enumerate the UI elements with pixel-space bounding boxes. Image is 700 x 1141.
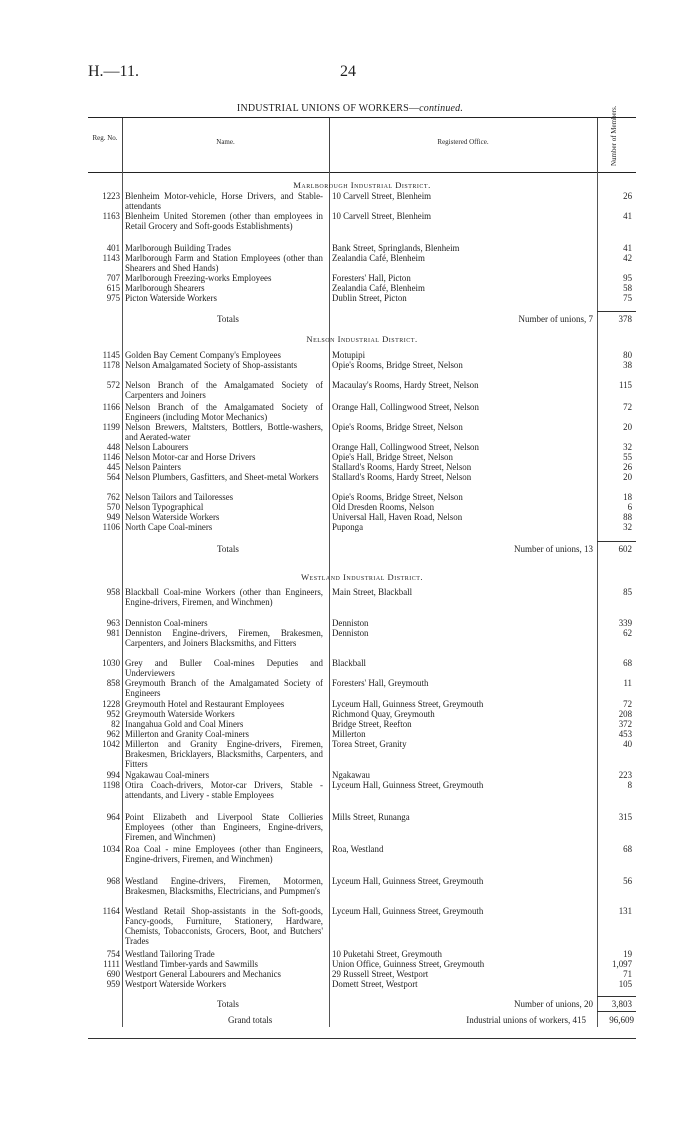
member-count: 223 [618, 770, 632, 780]
table-row [88, 959, 636, 969]
reg-number: 445 [106, 462, 120, 472]
registered-office: 10 Carvell Street, Blenheim [332, 211, 432, 221]
member-count: 55 [623, 452, 632, 462]
reg-number: 949 [106, 512, 120, 522]
union-name: Nelson Typographical [125, 502, 204, 512]
member-count: 20 [623, 422, 632, 432]
table-caption: INDUSTRIAL UNIONS OF WORKERS—continued. [236, 103, 464, 114]
union-name: Westland Tailoring Trade [125, 949, 215, 959]
reg-number: 959 [106, 979, 120, 989]
union-name: Marlborough Shearers [125, 283, 205, 293]
table-row [88, 729, 636, 739]
member-count: 1,097 [612, 959, 632, 969]
registered-office: Domett Street, Westport [332, 979, 418, 989]
reg-number: 994 [106, 770, 120, 780]
reg-number: 1228 [102, 699, 120, 709]
table-row [88, 709, 636, 719]
registered-office: 10 Puketahi Street, Greymouth [332, 949, 442, 959]
union-name: Blenheim United Storemen (other than employees in Retail Grocery and Soft-goods Establishments) [125, 211, 323, 231]
registered-office: Foresters' Hall, Picton [332, 273, 411, 283]
reg-number: 707 [106, 273, 120, 283]
union-name: Westland Engine-drivers, Firemen, Motormen, Brakesmen, Blacksmiths, Electricians, and Pumpmen's [125, 876, 323, 896]
registered-office: Union Office, Guinness Street, Greymouth [332, 959, 485, 969]
totals-union-count: Number of unions, 20 [514, 999, 593, 1009]
table-row [88, 360, 636, 380]
member-count: 71 [623, 969, 632, 979]
reg-number: 1042 [102, 739, 120, 749]
union-name: Nelson Motor-car and Horse Drivers [125, 452, 256, 462]
table-row [88, 770, 636, 780]
table-row [88, 739, 636, 769]
registered-office: Millerton [332, 729, 366, 739]
registered-office: Mills Street, Runanga [332, 812, 410, 822]
reg-number: 1164 [102, 906, 120, 916]
registered-office: Puponga [332, 522, 364, 532]
reg-number: 1145 [102, 350, 120, 360]
grand-totals-label: Grand totals [228, 1015, 273, 1025]
member-count: 72 [623, 699, 632, 709]
col-office-header: Registered Office. [437, 138, 489, 146]
member-count: 11 [623, 678, 632, 688]
table-row [88, 211, 636, 241]
registered-office: Zealandia Café, Blenheim [332, 283, 425, 293]
union-name: Greymouth Hotel and Restaurant Employees [125, 699, 285, 709]
member-count: 18 [623, 492, 632, 502]
union-name: North Cape Coal-miners [125, 522, 213, 532]
table-row [88, 969, 636, 979]
table-row [88, 699, 636, 709]
registered-office: Denniston [332, 618, 369, 628]
totals-members: 602 [618, 544, 632, 554]
member-count: 41 [623, 211, 632, 221]
reg-number: 963 [106, 618, 120, 628]
member-count: 26 [623, 191, 632, 201]
reg-number: 1030 [102, 658, 120, 668]
table-row [88, 380, 636, 400]
member-count: 453 [618, 729, 632, 739]
union-name: Greymouth Branch of the Amalgamated Society of Engineers [125, 678, 323, 698]
reg-number: 981 [106, 628, 120, 638]
table-row [88, 512, 636, 522]
table-row [88, 191, 636, 211]
reg-number: 1111 [103, 959, 120, 969]
registered-office: Lyceum Hall, Guinness Street, Greymouth [332, 699, 484, 709]
totals-rule [597, 311, 636, 312]
union-name: Westport Waterside Workers [125, 979, 227, 989]
section-title-marlborough: Marlborough Industrial District. [293, 180, 431, 190]
member-count: 8 [627, 780, 632, 790]
registered-office: Opie's Rooms, Bridge Street, Nelson [332, 492, 463, 502]
col-reg-header: Reg. No. [92, 134, 118, 142]
member-count: 38 [623, 360, 632, 370]
reg-number: 1178 [102, 360, 120, 370]
reg-number: 1163 [102, 211, 120, 221]
registered-office: Zealandia Café, Blenheim [332, 253, 425, 263]
member-count: 40 [623, 739, 632, 749]
reg-number: 858 [106, 678, 120, 688]
registered-office: Orange Hall, Collingwood Street, Nelson [332, 442, 479, 452]
reg-number: 754 [106, 949, 120, 959]
totals-label: Totals [217, 999, 239, 1009]
table-row [88, 273, 636, 283]
totals-label: Totals [217, 544, 239, 554]
registered-office: Torea Street, Granity [332, 739, 407, 749]
page-identifier: H.—11. [88, 63, 139, 80]
registered-office: Stallard's Rooms, Hardy Street, Nelson [332, 462, 472, 472]
table-row [88, 422, 636, 442]
reg-number: 762 [106, 492, 120, 502]
totals-union-count: Number of unions, 7 [518, 314, 593, 324]
reg-number: 1223 [102, 191, 120, 201]
member-count: 20 [623, 472, 632, 482]
union-name: Westport General Labourers and Mechanics [125, 969, 282, 979]
table-row [88, 402, 636, 422]
totals-members: 3,803 [611, 999, 632, 1009]
table-row [88, 492, 636, 502]
reg-number: 1146 [102, 452, 120, 462]
registered-office: Roa, Westland [332, 844, 384, 854]
registered-office: 29 Russell Street, Westport [332, 969, 429, 979]
grand-totals-unions: Industrial unions of workers, 415 [466, 1015, 586, 1025]
member-count: 85 [623, 587, 632, 597]
member-count: 208 [618, 709, 632, 719]
member-count: 315 [618, 812, 632, 822]
registered-office: Macaulay's Rooms, Hardy Street, Nelson [332, 380, 479, 390]
table-row [88, 844, 636, 874]
table-row [88, 906, 636, 946]
reg-number: 1199 [102, 422, 120, 432]
member-count: 26 [623, 462, 632, 472]
table-row [88, 678, 636, 698]
member-count: 58 [623, 283, 632, 293]
union-name: Picton Waterside Workers [125, 293, 217, 303]
union-name: Point Elizabeth and Liverpool State Collieries Employees (other than Engineers, Engine-drivers, Firemen, and Winchmen) [125, 812, 323, 842]
reg-number: 1143 [102, 253, 120, 263]
union-name: Blackball Coal-mine Workers (other than Engineers, Engine-drivers, Firemen, and Winchmen) [125, 587, 323, 607]
registered-office: Lyceum Hall, Guinness Street, Greymouth [332, 876, 484, 886]
member-count: 6 [627, 502, 632, 512]
registered-office: Opie's Hall, Bridge Street, Nelson [332, 452, 453, 462]
union-name: Marlborough Freezing-works Employees [125, 273, 272, 283]
member-count: 339 [618, 618, 632, 628]
member-count: 56 [623, 876, 632, 886]
reg-number: 82 [111, 719, 120, 729]
member-count: 32 [623, 522, 632, 532]
totals-rule [597, 541, 636, 542]
union-name: Inangahua Gold and Coal Miners [125, 719, 244, 729]
table-body [88, 172, 636, 1027]
registered-office: Denniston [332, 628, 369, 638]
totals-union-count: Number of unions, 13 [514, 544, 593, 554]
union-name: Westland Retail Shop-assistants in the Soft-goods, Fancy-goods, Furniture, Stationery, Hardware, Chemists, Tobacconists, Grocers, Boot, and Butchers' Trades [125, 906, 323, 946]
member-count: 115 [619, 380, 632, 390]
union-name: Greymouth Waterside Workers [125, 709, 235, 719]
table-row [88, 876, 636, 906]
reg-number: 690 [106, 969, 120, 979]
table-row [88, 587, 636, 617]
union-name: Denniston Coal-miners [125, 618, 208, 628]
reg-number: 964 [106, 812, 120, 822]
section-title-nelson: Nelson Industrial District. [306, 334, 418, 344]
registered-office: Universal Hall, Haven Road, Nelson [332, 512, 463, 522]
union-name: Nelson Branch of the Amalgamated Society of Engineers (including Motor Mechanics) [125, 402, 323, 422]
union-name: Denniston Engine-drivers, Firemen, Brakesmen, Carpenters, and Joiners Blacksmiths, and Fitters [125, 628, 323, 648]
reg-number: 1106 [102, 522, 120, 532]
union-name: Nelson Amalgamated Society of Shop-assistants [125, 360, 298, 370]
reg-number: 962 [106, 729, 120, 739]
union-name: Nelson Brewers, Maltsters, Bottlers, Bottle-washers, and Aerated-water [125, 422, 323, 442]
member-count: 72 [623, 402, 632, 412]
member-count: 62 [623, 628, 632, 638]
union-name: Nelson Plumbers, Gasfitters, and Sheet-metal Workers [125, 472, 319, 482]
grand-totals-members: 96,609 [609, 1015, 634, 1025]
member-count: 68 [623, 844, 632, 854]
union-name: Ngakawau Coal-miners [125, 770, 210, 780]
reg-number: 975 [106, 293, 120, 303]
table-row [88, 522, 636, 532]
table-row [88, 452, 636, 462]
registered-office: Bank Street, Springlands, Blenheim [332, 243, 460, 253]
member-count: 88 [623, 512, 632, 522]
reg-number: 401 [106, 243, 120, 253]
totals-rule [597, 996, 636, 997]
union-name: Nelson Labourers [125, 442, 189, 452]
table-row [88, 719, 636, 729]
registered-office: Opie's Rooms, Bridge Street, Nelson [332, 360, 463, 370]
member-count: 80 [623, 350, 632, 360]
reg-number: 572 [106, 380, 120, 390]
reg-number: 1198 [102, 780, 120, 790]
col-members-header: Number of Members. [610, 105, 618, 166]
table-row [88, 442, 636, 452]
union-name: Grey and Buller Coal-mines Deputies and Underviewers [125, 658, 323, 678]
reg-number: 615 [106, 283, 120, 293]
table-row [88, 658, 636, 678]
table-row [88, 462, 636, 472]
union-name: Roa Coal - mine Employees (other than Engineers, Engine-drivers, Firemen, and Winchmen) [125, 844, 323, 864]
member-count: 75 [623, 293, 632, 303]
reg-number: 952 [106, 709, 120, 719]
reg-number: 968 [106, 876, 120, 886]
reg-number: 564 [106, 472, 120, 482]
reg-number: 958 [106, 587, 120, 597]
table-row [88, 472, 636, 492]
registered-office: Stallard's Rooms, Hardy Street, Nelson [332, 472, 472, 482]
registered-office: Motupipi [332, 350, 366, 360]
member-count: 131 [618, 906, 632, 916]
registered-office: Orange Hall, Collingwood Street, Nelson [332, 402, 479, 412]
table-row [88, 243, 636, 253]
union-name: Otira Coach-drivers, Motor-car Drivers, Stable - attendants, and Livery - stable Employees [125, 780, 323, 800]
table-row [88, 350, 636, 360]
member-count: 41 [623, 243, 632, 253]
union-name: Blenheim Motor-vehicle, Horse Drivers, and Stable-attendants [125, 191, 323, 211]
member-count: 372 [618, 719, 632, 729]
table-row [88, 812, 636, 842]
registered-office: Opie's Rooms, Bridge Street, Nelson [332, 422, 463, 432]
registered-office: 10 Carvell Street, Blenheim [332, 191, 432, 201]
grand-totals-rule [597, 1011, 636, 1012]
table-row [88, 293, 636, 303]
registered-office: Richmond Quay, Greymouth [332, 709, 435, 719]
table-row [88, 618, 636, 628]
totals-label: Totals [217, 314, 239, 324]
reg-number: 570 [106, 502, 120, 512]
union-name: Millerton and Granity Coal-miners [125, 729, 249, 739]
member-count: 105 [618, 979, 632, 989]
union-name: Nelson Branch of the Amalgamated Society of Carpenters and Joiners [125, 380, 323, 400]
member-count: 95 [623, 273, 632, 283]
union-name: Marlborough Building Trades [125, 243, 232, 253]
member-count: 32 [623, 442, 632, 452]
table-row [88, 949, 636, 959]
registered-office: Foresters' Hall, Greymouth [332, 678, 429, 688]
totals-members: 378 [618, 314, 632, 324]
table-row [88, 502, 636, 512]
section-title-westland: Westland Industrial District. [300, 572, 424, 582]
union-name: Millerton and Granity Engine-drivers, Firemen, Brakesmen, Bricklayers, Blacksmiths, Carpenters, and Fitters [125, 739, 323, 769]
union-name: Westland Timber-yards and Sawmills [125, 959, 258, 969]
table-row [88, 780, 636, 810]
union-name: Marlborough Farm and Station Employees (other than Shearers and Shed Hands) [125, 253, 323, 273]
union-name: Nelson Waterside Workers [125, 512, 220, 522]
registered-office: Lyceum Hall, Guinness Street, Greymouth [332, 906, 484, 916]
table-bottom-rule [88, 1038, 636, 1039]
reg-number: 448 [106, 442, 120, 452]
registered-office: Dublin Street, Picton [332, 293, 407, 303]
registered-office: Blackball [332, 658, 367, 668]
table-row [88, 253, 636, 273]
registered-office: Lyceum Hall, Guinness Street, Greymouth [332, 780, 484, 790]
registered-office: Main Street, Blackball [332, 587, 413, 597]
table-row [88, 628, 636, 658]
registered-office: Ngakawau [332, 770, 370, 780]
reg-number: 1166 [102, 402, 120, 412]
union-name: Nelson Tailors and Tailoresses [125, 492, 234, 502]
union-name: Nelson Painters [125, 462, 181, 472]
col-name-header: Name. [216, 138, 235, 146]
table-row [88, 979, 636, 989]
member-count: 19 [623, 949, 632, 959]
reg-number: 1034 [102, 844, 120, 854]
member-count: 42 [623, 253, 632, 263]
page-number: 24 [340, 63, 356, 80]
table-row [88, 283, 636, 293]
registered-office: Old Dresden Rooms, Nelson [332, 502, 435, 512]
member-count: 68 [623, 658, 632, 668]
registered-office: Bridge Street, Reefton [332, 719, 412, 729]
union-name: Golden Bay Cement Company's Employees [125, 350, 281, 360]
